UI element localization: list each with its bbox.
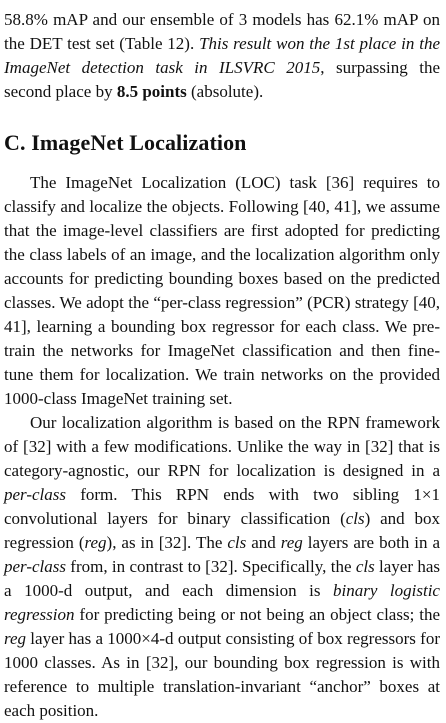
intro-text: 58.8% mAP and our ensemble of 3 models has 62.1% mAP on the DET test set (Table 12). bbox=[4, 10, 440, 53]
algorithm-italic-per-class: per-class bbox=[4, 485, 66, 504]
algorithm-italic-per-class-2: per-class bbox=[4, 557, 66, 576]
algorithm-text-1: Our localization algorithm is based on the RPN framework of [32] with a few modifications. Unlike the way in [32] that is category-agnostic, our RPN for localization is designed in a bbox=[4, 413, 440, 480]
algorithm-text-4: ), as in [32]. The bbox=[106, 533, 228, 552]
algorithm-text-5: and bbox=[246, 533, 281, 552]
algorithm-italic-reg: reg bbox=[84, 533, 107, 552]
algorithm-italic-cls-2: cls bbox=[227, 533, 247, 552]
algorithm-text-9: for predicting being or not being an object class; the bbox=[74, 605, 440, 624]
algorithm-text-8: layer has a 1000-d output, and each dimension is bbox=[4, 557, 441, 600]
localization-paragraph: The ImageNet Localization (LOC) task [36] requires to classify and localize the objects. Following [40, 41], we assume that the image-level classifiers are first adopted for predicting the class labels of an image, and the localization algorithm only accounts for predicting bounding boxes based on the predicted classes. We adopt the “per-class regression” (PCR) strategy [40, 41], learning a bounding box regressor for each class. We pre-train the networks for ImageNet classification and then fine-tune them for localization. We train networks on the provided 1000-class ImageNet training set. bbox=[4, 173, 440, 408]
intro-paragraph bbox=[4, 8, 440, 104]
algorithm-text-10: layer has a 1000×4-d output consisting of box regressors for 1000 classes. As in [32], our bounding box regression is with reference to multiple translation-invariant “anchor” boxes at each position. bbox=[4, 629, 440, 720]
intro-text-end: (absolute). bbox=[186, 82, 264, 101]
algorithm-text-3: ) and box regression ( bbox=[4, 509, 440, 552]
paper-page bbox=[4, 8, 440, 723]
algorithm-italic-cls-3: cls bbox=[355, 557, 375, 576]
intro-italic-result: This result won the 1st place in the ImageNet detection task in ILSVRC 2015 bbox=[4, 34, 440, 77]
algorithm-italic-reg-3: reg bbox=[4, 629, 27, 648]
algorithm-text-7: from, in contrast to [32]. Specifically, the bbox=[65, 557, 356, 576]
intro-bold-points: 8.5 points bbox=[116, 82, 187, 101]
algorithm-italic-cls: cls bbox=[345, 509, 365, 528]
algorithm-paragraph bbox=[4, 411, 440, 723]
algorithm-italic-reg-2: reg bbox=[280, 533, 303, 552]
section-heading: C. ImageNet Localization bbox=[4, 130, 247, 155]
algorithm-text-6: layers are both in a bbox=[302, 533, 441, 552]
intro-text-continued: , surpassing the second place by bbox=[4, 58, 441, 101]
algorithm-text-2: form. This RPN ends with two sibling 1×1 convolutional layers for binary classification ( bbox=[4, 485, 440, 528]
algorithm-italic-blr: binary logistic regression bbox=[4, 581, 440, 624]
